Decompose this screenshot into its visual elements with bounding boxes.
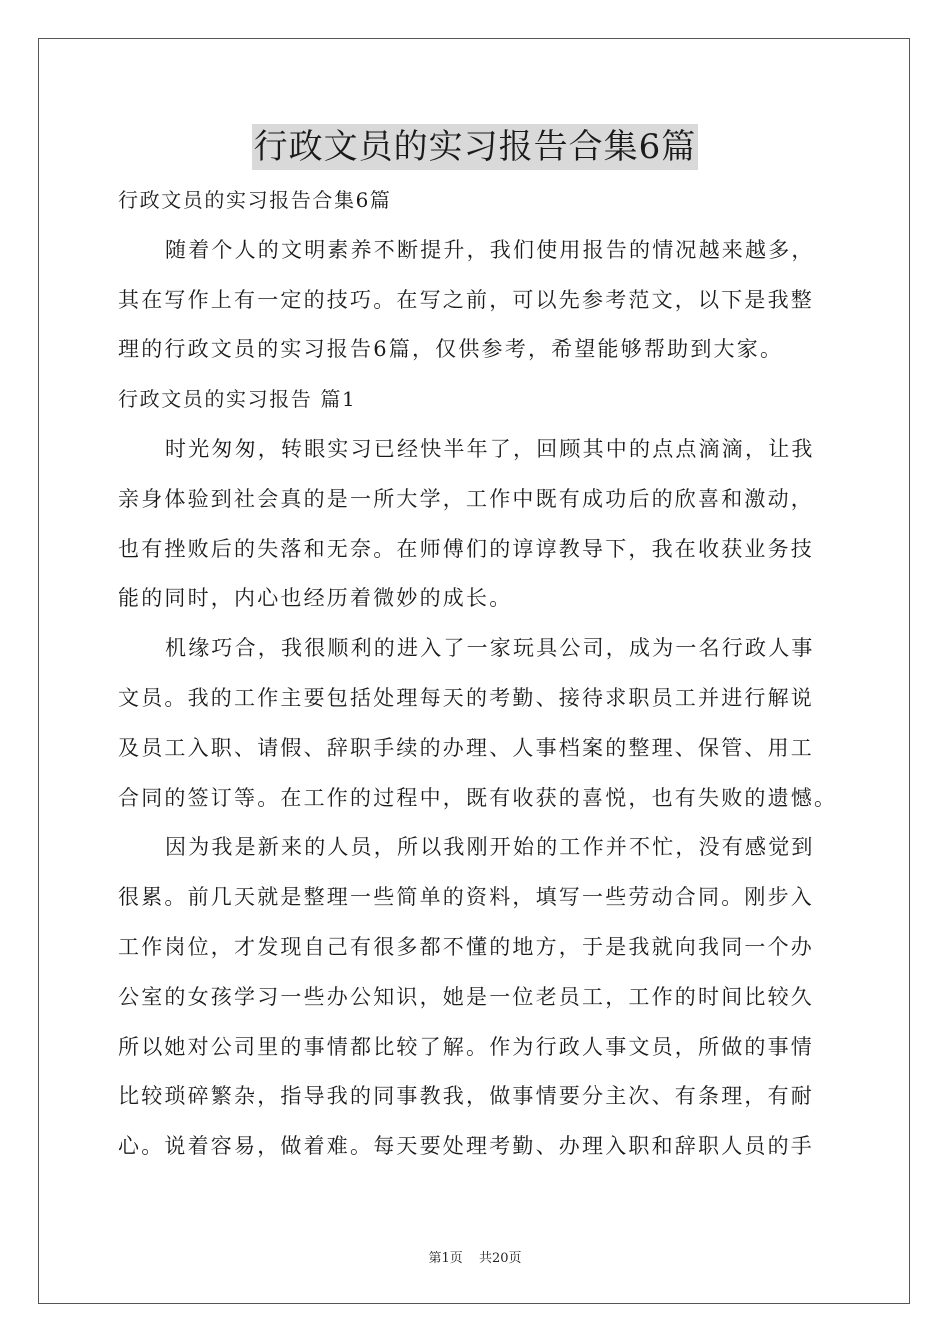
paragraph-line: 工作岗位，才发现自己有很多都不懂的地方，于是我就向我同一个办 <box>118 934 814 959</box>
paragraph-line: 所以她对公司里的事情都比较了解。作为行政人事文员，所做的事情 <box>118 1034 814 1059</box>
paragraph-line: 机缘巧合，我很顺利的进入了一家玩具公司，成为一名行政人事 <box>165 636 815 661</box>
paragraph-line: 文员。我的工作主要包括处理每天的考勤、接待求职员工并进行解说 <box>118 685 814 710</box>
paragraph-line: 其在写作上有一定的技巧。在写之前，可以先参考范文，以下是我整 <box>118 287 814 312</box>
page-total: 共20页 <box>478 1251 522 1266</box>
paragraph-line: 合同的签订等。在工作的过程中，既有收获的喜悦，也有失败的遗憾。 <box>118 785 838 810</box>
paragraph-line: 时光匆匆，转眼实习已经快半年了，回顾其中的点点滴滴，让我 <box>165 436 815 461</box>
section-heading: 行政文员的实习报告 篇1 <box>118 387 357 412</box>
paragraph-line: 随着个人的文明素养不断提升，我们使用报告的情况越来越多， <box>165 237 815 262</box>
page-footer <box>0 1247 950 1266</box>
page-number: 第1页 <box>428 1251 463 1266</box>
paragraph-line: 亲身体验到社会真的是一所大学，工作中既有成功后的欣喜和激动， <box>118 486 814 511</box>
document-body <box>118 176 836 1172</box>
paragraph-line: 很累。前几天就是整理一些简单的资料，填写一些劳动合同。刚步入 <box>118 885 814 910</box>
paragraph-line: 因为我是新来的人员，所以我刚开始的工作并不忙，没有感觉到 <box>165 835 815 860</box>
paragraph-line: 理的行政文员的实习报告6篇，仅供参考，希望能够帮助到大家。 <box>118 337 784 362</box>
document-title-text: 行政文员的实习报告合集6篇 <box>252 124 699 170</box>
paragraph-line: 比较琐碎繁杂，指导我的同事教我，做事情要分主次、有条理，有耐 <box>118 1084 814 1109</box>
paragraph-line: 公室的女孩学习一些办公知识，她是一位老员工，工作的时间比较久 <box>118 984 814 1009</box>
paragraph-line: 也有挫败后的失落和无奈。在师傅们的谆谆教导下，我在收获业务技 <box>118 536 814 561</box>
paragraph-line: 能的同时，内心也经历着微妙的成长。 <box>118 586 513 611</box>
paragraph-line: 及员工入职、请假、辞职手续的办理、人事档案的整理、保管、用工 <box>118 735 814 760</box>
paragraph-line: 心。说着容易，做着难。每天要处理考勤、办理入职和辞职人员的手 <box>118 1134 814 1159</box>
subtitle-line: 行政文员的实习报告合集6篇 <box>118 188 392 212</box>
document-title <box>0 124 950 170</box>
